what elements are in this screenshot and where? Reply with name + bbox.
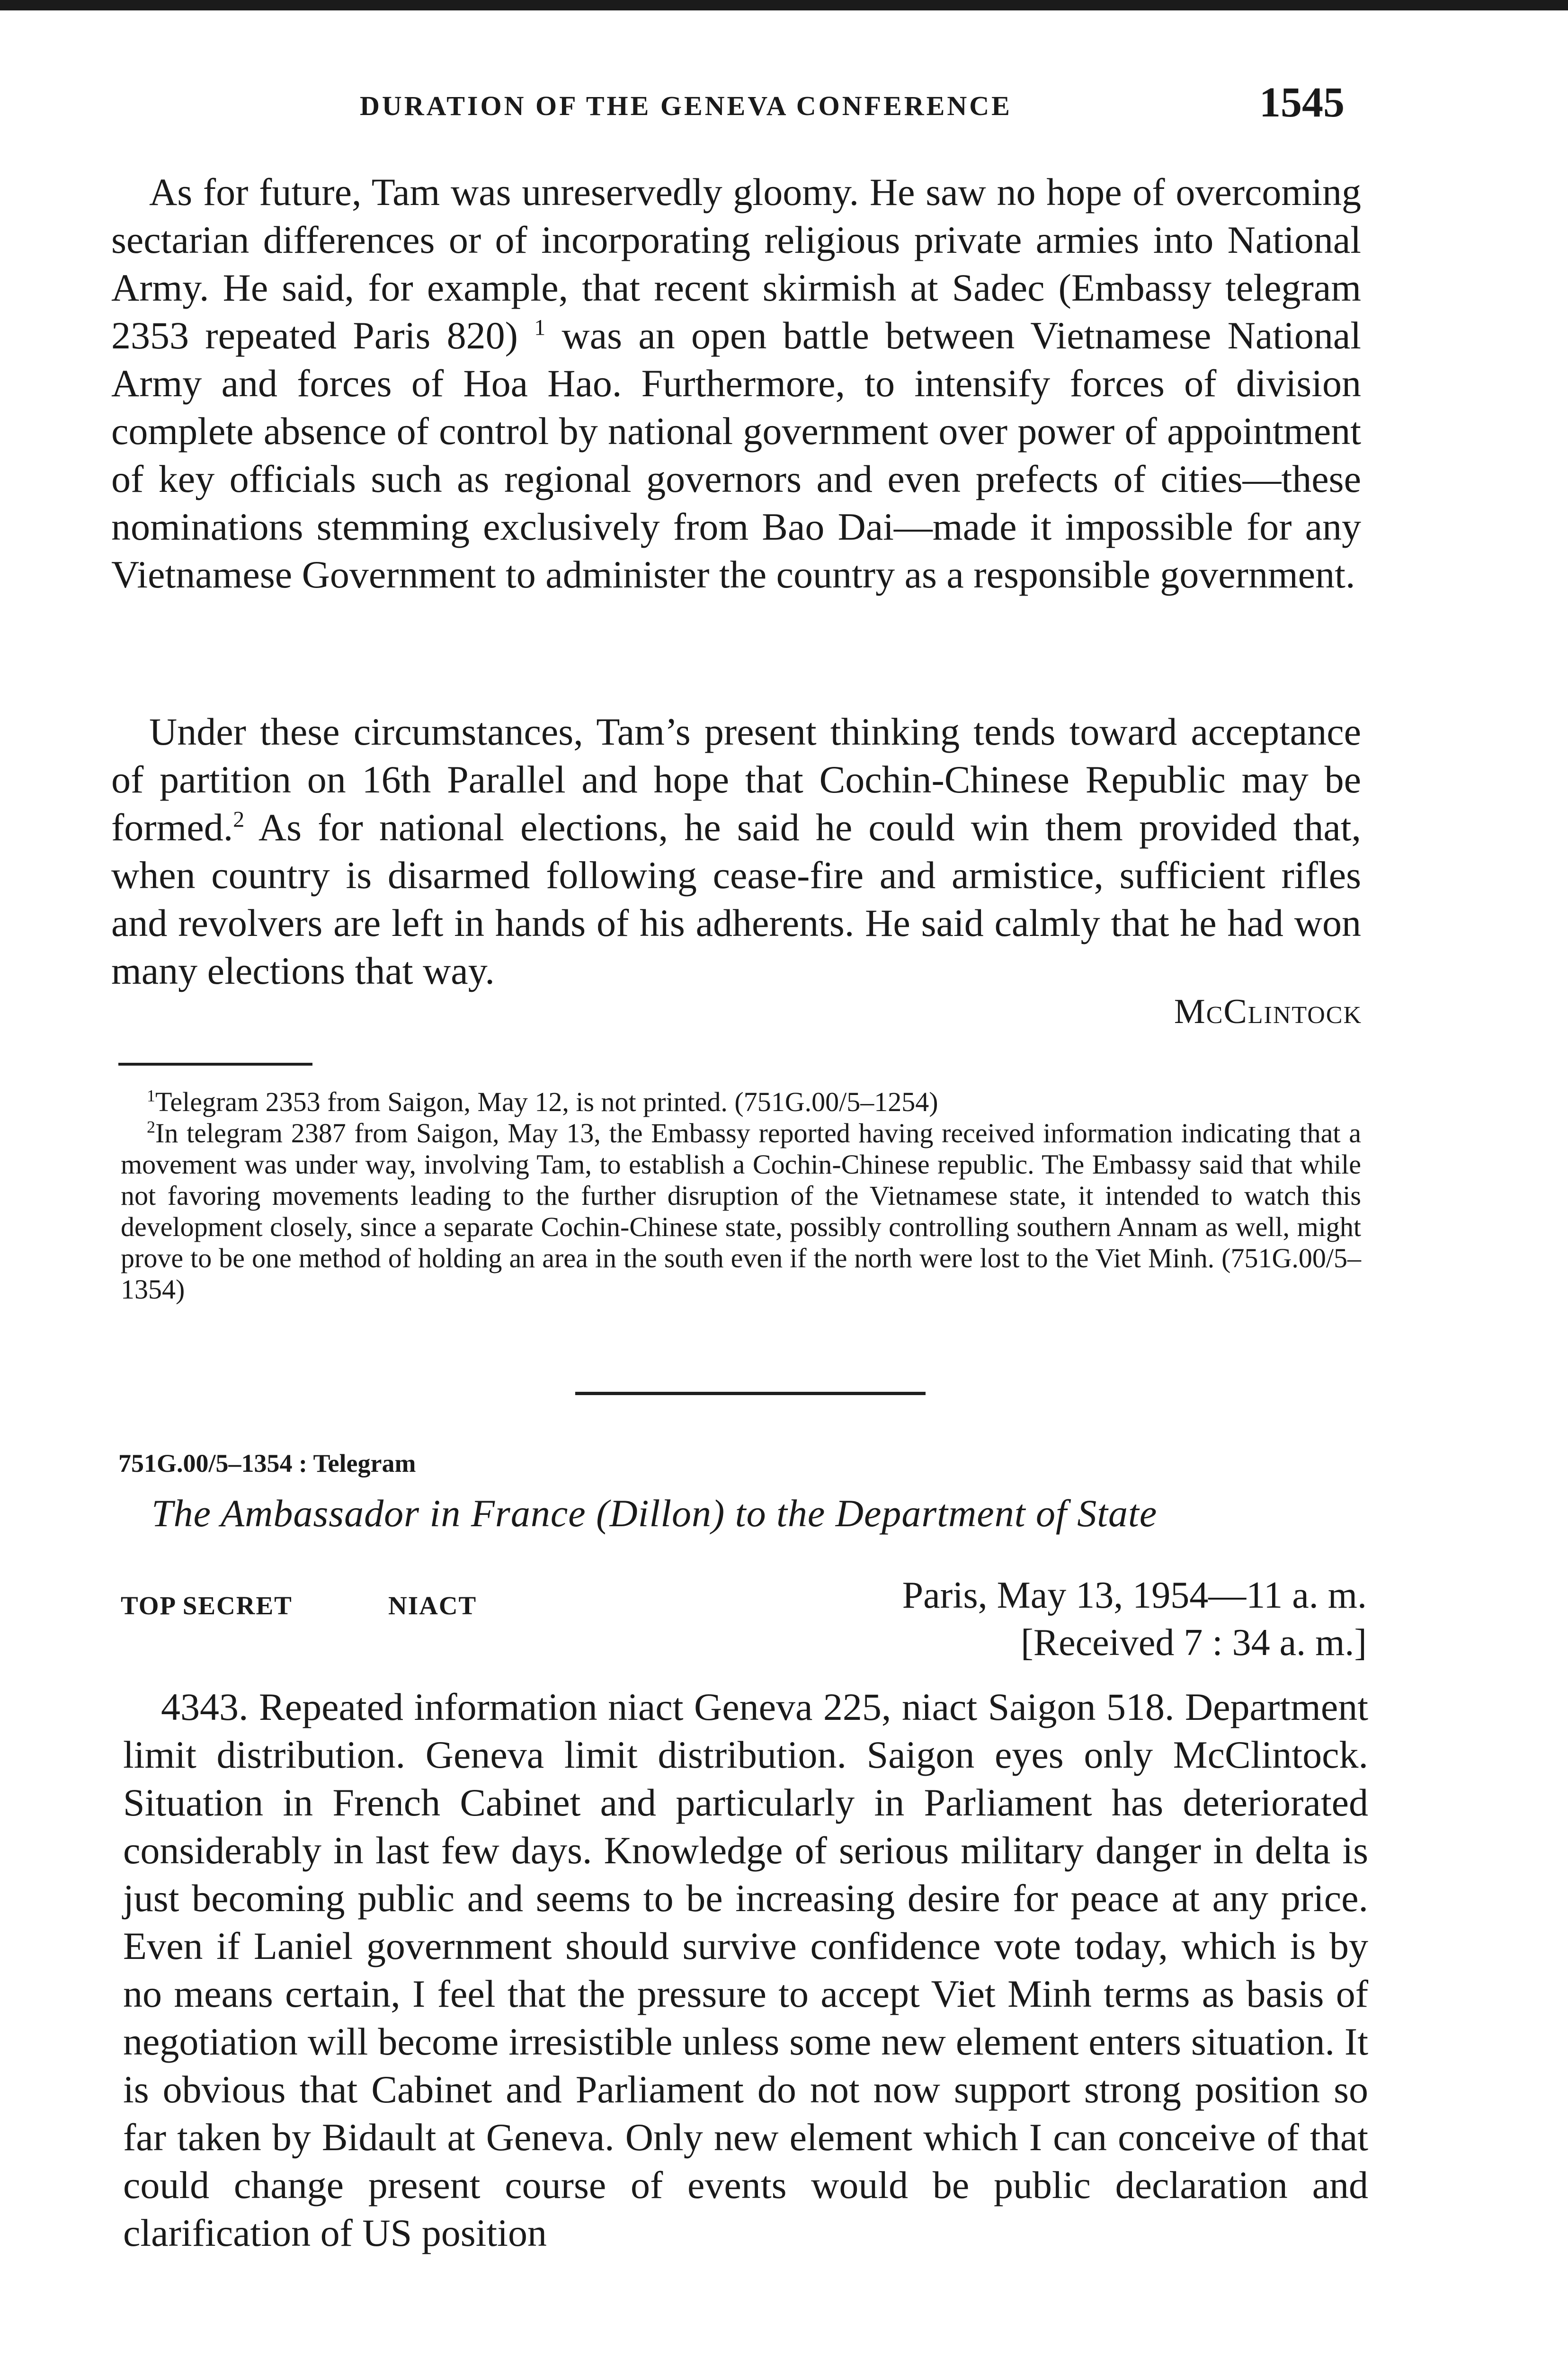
page-number: 1545: [1259, 79, 1345, 126]
paragraph-2-start: Under these circumstances, Tam’s present thinking tends toward acceptance of partition on 16th Parallel and hope that Cochin-Chinese Republic may be formed.: [111, 710, 1361, 849]
running-title: DURATION OF THE GENEVA CONFERENCE: [360, 90, 1012, 121]
paragraph-1: [111, 168, 1361, 598]
signature: McClintock: [1174, 992, 1362, 1031]
telegram-body: [123, 1683, 1368, 2257]
paragraph-2-text: [111, 708, 1361, 995]
paragraph-1-text: [111, 168, 1361, 598]
dateline: Paris, May 13, 1954—11 a. m.: [902, 1575, 1367, 1616]
telegram-body-text: 4343. Repeated information niact Geneva 225, niact Saigon 518. Department limit distribution. Geneva limit distribution. Saigon eyes only McClintock. Situation in French Cabinet and particularly in Parliament has deteriorated considerably in last few days. Knowledge of serious military danger in delta is just becoming public and seems to be increasing desire for peace at any price. Even if Laniel government should survive confidence vote today, which is by no means certain, I feel that the pressure to accept Viet Minh terms as basis of negotiation will become irresistible unless some new element enters situation. It is obvious that Cabinet and Parliament do not now support strong position so far taken by Bidault at Geneva. Only new element which I can conceive of that could change present course of events would be public declaration and clarification of US position: [123, 1685, 1368, 2254]
footnote-ref-1: 1: [534, 315, 546, 340]
footnote-2: [121, 1118, 1361, 1305]
footnote-2-mark: 2: [147, 1117, 155, 1137]
footnote-1-text: Telegram 2353 from Saigon, May 12, is not printed. (751G.00/5–1254): [155, 1086, 938, 1117]
paragraph-2-rest: As for national elections, he said he could win them provided that, when country is disarmed following cease-fire and armistice, sufficient rifles and revolvers are left in hands of his adherents. He said calmly that he had won many elections that way.: [111, 806, 1361, 992]
footnote-1-mark: 1: [147, 1086, 155, 1105]
footnotes: [121, 1086, 1361, 1305]
precedence-label: NIACT: [388, 1591, 477, 1620]
footnote-ref-2: 2: [233, 807, 245, 832]
footnote-divider: [118, 1063, 312, 1066]
footnote-2-text: In telegram 2387 from Saigon, May 13, the Embassy reported having received information indicating that a movement was under way, involving Tam, to establish a Cochin-Chinese republic. The Embassy said that while not favoring movements leading to the further disruption of the Vietnamese state, it intended to watch this development closely, since a separate Cochin-Chinese state, possibly controlling southern Annam as well, might prove to be one method of holding an area in the south even if the north were lost to the Viet Minh. (751G.00/5–1354): [121, 1118, 1361, 1305]
footnote-1: [121, 1086, 1361, 1118]
received-time: [Received 7 : 34 a. m.]: [1021, 1622, 1367, 1664]
section-divider: [575, 1392, 926, 1395]
paragraph-2: [111, 708, 1361, 995]
classification-label: TOP SECRET: [121, 1591, 293, 1620]
document-title: The Ambassador in France (Dillon) to the Department of State: [151, 1492, 1158, 1535]
file-number: 751G.00/5–1354 : Telegram: [118, 1449, 416, 1477]
paragraph-1-start: As for future, Tam was unreservedly gloomy. He saw no hope of overcoming sectarian differences or of incorporating religious private armies into National Army. He said, for example, that recent skirmish at Sadec (Embassy telegram 2353 repeated Paris 820): [111, 170, 1361, 357]
paragraph-1-rest: was an open battle between Vietnamese National Army and forces of Hoa Hao. Furthermore, to intensify forces of division complete absence of control by national government over power of appointment of key officials such as regional governors and even prefects of cities—these nominations stemming exclusively from Bao Dai—made it impossible for any Vietnamese Government to administer the country as a responsible government.: [111, 314, 1362, 596]
